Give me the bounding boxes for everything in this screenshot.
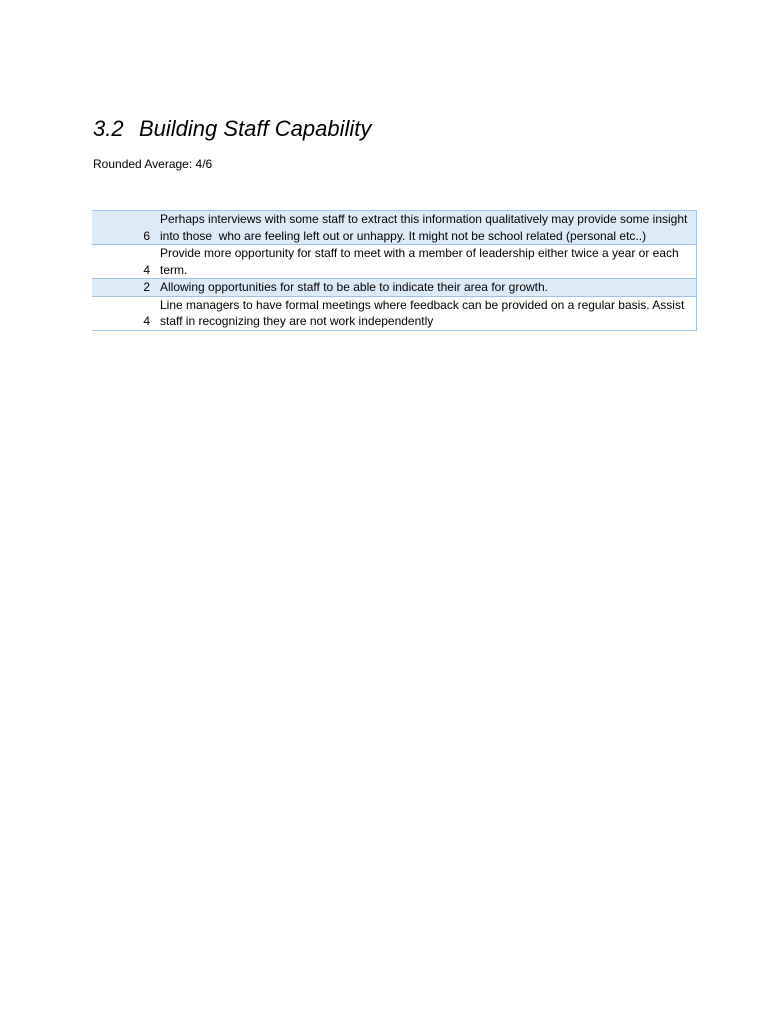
score-cell: 4	[143, 314, 150, 328]
table-row	[92, 278, 697, 296]
section-number: 3.2	[93, 116, 124, 141]
comment-cell: Line managers to have formal meetings where feedback can be provided on a regular basis. Assist staff in recognizing they are not work independently	[160, 297, 688, 328]
score-cell: 6	[143, 228, 150, 243]
comment-cell: Provide more opportunity for staff to meet with a member of leadership either twice a year or each term.	[160, 246, 683, 277]
table-row	[92, 211, 697, 244]
score-cell: 4	[143, 262, 150, 277]
section-title: Building Staff Capability	[139, 116, 372, 141]
comment-cell: Perhaps interviews with some staff to extract this information qualitatively may provide some insight into those who are feeling left out or unhappy. It might not be school related (personal etc..)	[160, 212, 691, 243]
feedback-table	[92, 210, 697, 331]
rounded-average: Rounded Average: 4/6	[93, 157, 213, 171]
comment-cell: Allowing opportunities for staff to be able to indicate their area for growth.	[160, 280, 549, 294]
table-row	[92, 296, 697, 330]
score-cell: 2	[143, 280, 150, 294]
table-row	[92, 244, 697, 278]
section-heading	[93, 114, 371, 144]
